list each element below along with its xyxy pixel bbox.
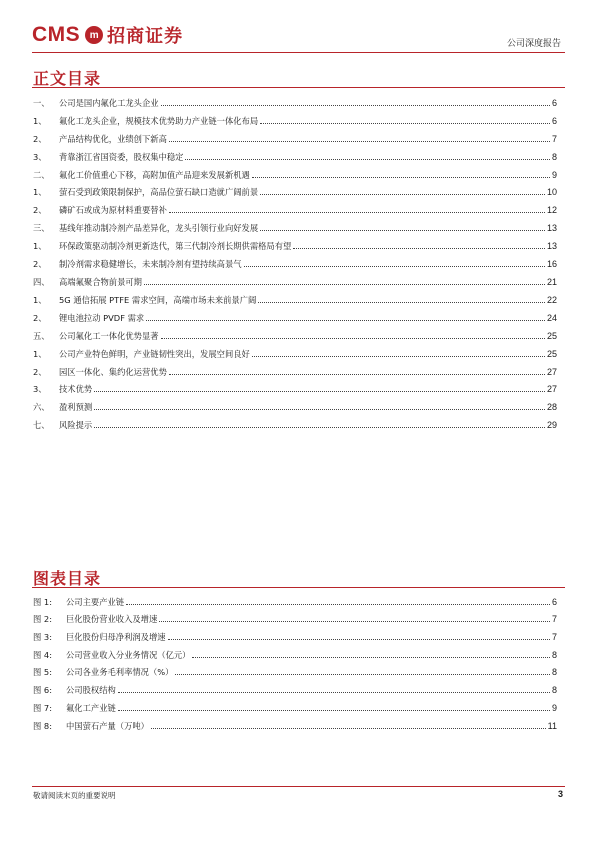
toc-entry-text: 园区一体化、集约化运营优势 [59, 366, 167, 377]
toc-entry-text: 技术优势 [59, 384, 93, 395]
logo-chinese: 招商证券 [107, 26, 184, 47]
figure-entry-text: 巨化股份归母净利润及增速 [66, 632, 166, 643]
toc-entry-text: 公司氟化工一体化优势显著 [59, 330, 159, 341]
toc-entry-number: 2、 [33, 205, 47, 216]
toc-entry[interactable] [33, 269, 557, 287]
toc-entry[interactable] [33, 126, 557, 144]
dot-leader [144, 284, 545, 285]
toc-entry-page: 8 [551, 151, 557, 162]
toc-entry-number: 七、 [33, 420, 50, 431]
toc-entry[interactable] [33, 180, 557, 198]
figure-entry[interactable] [33, 607, 557, 625]
toc-entry[interactable] [33, 341, 557, 359]
toc-entry[interactable] [33, 215, 557, 233]
toc-entry-page: 12 [546, 205, 557, 216]
dot-leader [94, 409, 545, 410]
dot-leader [260, 230, 545, 231]
toc-entry-page: 25 [546, 348, 557, 359]
toc-entry-text: 公司是国内氟化工龙头企业 [59, 97, 159, 108]
dot-leader [159, 621, 550, 622]
toc-entry-number: 3、 [33, 151, 47, 162]
toc-entry-page: 13 [546, 241, 557, 252]
dot-leader [151, 728, 546, 729]
dot-leader [252, 177, 550, 178]
toc-entry-number: 1、 [33, 294, 47, 305]
toc-entry-text: 高端氟聚合物前景可期 [59, 276, 142, 287]
page-header [32, 14, 565, 52]
toc-list [33, 90, 557, 430]
toc-entry-text: 氟化工价值重心下移，高附加值产品迎来发展新机遇 [59, 169, 250, 180]
toc-entry-page: 6 [551, 97, 557, 108]
dot-leader [126, 604, 550, 605]
figure-entry-page: 11 [547, 720, 557, 731]
figure-entry-text: 氟化工产业链 [66, 702, 116, 713]
page-number: 3 [557, 789, 563, 799]
dot-leader [169, 212, 545, 213]
toc-entry-number: 五、 [33, 330, 50, 341]
toc-entry[interactable] [33, 377, 557, 395]
toc-entry-number: 3、 [33, 384, 47, 395]
figure-entry-number: 图 2: [33, 614, 53, 625]
dot-leader [94, 391, 545, 392]
toc-entry[interactable] [33, 144, 557, 162]
figure-entry[interactable] [33, 660, 557, 678]
figures-list [33, 589, 557, 731]
toc-entry-number: 二、 [33, 169, 50, 180]
figure-entry-number: 图 1: [33, 596, 53, 607]
figure-entry-page: 8 [551, 667, 557, 678]
dot-leader [161, 338, 545, 339]
figure-entry[interactable] [33, 695, 557, 713]
figure-entry-page: 7 [551, 614, 557, 625]
toc-entry-text: 锂电池拉动 PVDF 需求 [59, 312, 145, 323]
dot-leader [252, 356, 545, 357]
figure-entry[interactable] [33, 624, 557, 642]
toc-entry-page: 10 [546, 187, 557, 198]
toc-entry[interactable] [33, 162, 557, 180]
toc-entry[interactable] [33, 287, 557, 305]
dot-leader [244, 266, 545, 267]
toc-entry-number: 2、 [33, 133, 47, 144]
toc-entry-page: 28 [546, 402, 557, 413]
toc-entry-number: 1、 [33, 115, 47, 126]
figure-entry[interactable] [33, 713, 557, 731]
dot-leader [146, 320, 545, 321]
toc-entry-number: 2、 [33, 366, 47, 377]
report-type: 公司深度报告 [506, 39, 561, 49]
figure-entry-number: 图 4: [33, 649, 53, 660]
figure-entry-page: 6 [551, 596, 557, 607]
toc-entry-page: 27 [546, 366, 557, 377]
toc-entry-number: 四、 [33, 276, 50, 287]
toc-entry-text: 背靠浙江省国资委，股权集中稳定 [59, 151, 184, 162]
toc-entry-number: 三、 [33, 223, 50, 234]
toc-entry-page: 27 [546, 384, 557, 395]
figure-entry-number: 图 6: [33, 685, 53, 696]
dot-leader [293, 248, 545, 249]
toc-entry-page: 22 [546, 294, 557, 305]
figure-entry-number: 图 5: [33, 667, 53, 678]
figure-entry[interactable] [33, 589, 557, 607]
toc-entry-number: 六、 [33, 402, 50, 413]
toc-entry-page: 13 [546, 223, 557, 234]
toc-entry-text: 盈利预测 [59, 402, 93, 413]
footer-divider [32, 786, 565, 787]
figure-entry[interactable] [33, 677, 557, 695]
toc-entry[interactable] [33, 90, 557, 108]
toc-entry-page: 24 [546, 312, 557, 323]
toc-entry-number: 1、 [33, 241, 47, 252]
dot-leader [258, 302, 545, 303]
toc-entry-number: 2、 [33, 259, 47, 270]
figure-entry-text: 公司营业收入分业务情况（亿元） [66, 649, 191, 660]
toc-entry-page: 21 [546, 276, 557, 287]
toc-entry-page: 7 [551, 133, 557, 144]
company-logo [32, 22, 183, 48]
figure-entry-text: 公司主要产业链 [66, 596, 125, 607]
header-divider [32, 52, 565, 53]
toc-entry-page: 6 [551, 115, 557, 126]
logo-mark-icon: m [85, 26, 103, 44]
dot-leader [169, 141, 550, 142]
toc-entry[interactable] [33, 359, 557, 377]
dot-leader [192, 657, 550, 658]
toc-entry[interactable] [33, 197, 557, 215]
figure-entry-text: 公司各业务毛利率情况（%） [66, 667, 174, 678]
dot-leader [118, 692, 550, 693]
dot-leader [175, 674, 550, 675]
figure-entry-number: 图 8: [33, 720, 53, 731]
figures-title: 图表目录 [33, 569, 102, 588]
figure-entry-page: 9 [551, 702, 557, 713]
figure-entry-page: 8 [551, 685, 557, 696]
toc-entry[interactable] [33, 323, 557, 341]
toc-entry-page: 9 [551, 169, 557, 180]
toc-entry-text: 磷矿石或成为原材料重要替补 [59, 205, 167, 216]
toc-entry-text: 基线年推动制冷剂产品差异化，龙头引领行业向好发展 [59, 223, 259, 234]
dot-leader [169, 374, 545, 375]
figure-entry-text: 巨化股份营业收入及增速 [66, 614, 158, 625]
footer-note: 敬请阅读末页的重要说明 [33, 791, 116, 800]
figure-entry-page: 7 [551, 632, 557, 643]
dot-leader [94, 427, 545, 428]
toc-title: 正文目录 [33, 69, 102, 88]
toc-title-divider [32, 87, 565, 88]
toc-entry-number: 2、 [33, 312, 47, 323]
toc-entry[interactable] [33, 251, 557, 269]
toc-entry[interactable] [33, 394, 557, 412]
toc-entry-text: 产品结构优化，业绩创下新高 [59, 133, 167, 144]
figures-title-divider [32, 587, 565, 588]
toc-entry-number: 1、 [33, 348, 47, 359]
toc-entry-text: 风险提示 [59, 420, 93, 431]
toc-entry[interactable] [33, 305, 557, 323]
toc-entry-page: 25 [546, 330, 557, 341]
toc-entry-number: 一、 [33, 97, 50, 108]
figure-entry-number: 图 3: [33, 632, 53, 643]
figure-entry-text: 公司股权结构 [66, 685, 116, 696]
toc-entry-number: 1、 [33, 187, 47, 198]
toc-entry-text: 环保政策驱动制冷剂更新迭代，第三代制冷剂长期供需格局有望 [59, 241, 292, 252]
dot-leader [260, 123, 550, 124]
toc-entry-text: 萤石受到政策限制保护，高品位萤石缺口造就广阔前景 [59, 187, 259, 198]
logo-latin: CMS [32, 23, 81, 46]
toc-entry[interactable] [33, 233, 557, 251]
figure-entry-page: 8 [551, 649, 557, 660]
dot-leader [161, 105, 550, 106]
toc-entry[interactable] [33, 108, 557, 126]
toc-entry-text: 5G 通信拓展 PTFE 需求空间，高端市场未来前景广阔 [59, 294, 257, 305]
dot-leader [260, 194, 545, 195]
toc-entry[interactable] [33, 412, 557, 430]
figure-entry[interactable] [33, 642, 557, 660]
toc-entry-text: 公司产业特色鲜明，产业链韧性突出，发展空间良好 [59, 348, 250, 359]
toc-entry-text: 制冷剂需求稳健增长，未来制冷剂有望持续高景气 [59, 259, 242, 270]
dot-leader [118, 710, 550, 711]
toc-entry-text: 氟化工龙头企业，规模技术优势助力产业链一体化布局 [59, 115, 259, 126]
figure-entry-text: 中国萤石产量（万吨） [66, 720, 149, 731]
dot-leader [168, 639, 550, 640]
toc-entry-page: 29 [546, 420, 557, 431]
dot-leader [185, 159, 550, 160]
toc-entry-page: 16 [546, 259, 557, 270]
figure-entry-number: 图 7: [33, 702, 53, 713]
